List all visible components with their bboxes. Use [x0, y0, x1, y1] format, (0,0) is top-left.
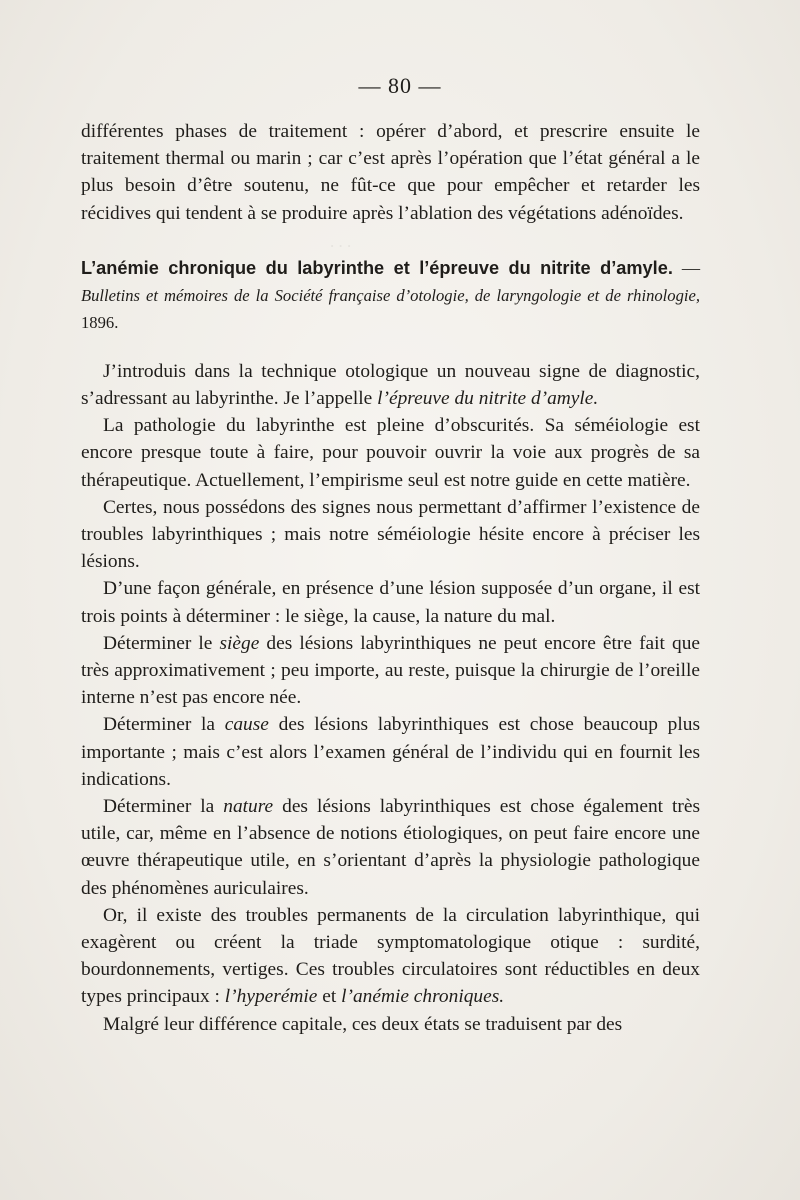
citation-year: 1896. — [81, 312, 119, 332]
paragraph: Malgré leur différence capitale, ces deux états se traduisent par des — [103, 1013, 623, 1035]
paragraph-continued: différentes phases de traitement : opérer d’abord, et prescrire ensuite le traitement thermal ou marin ; car c’est après l’opération que l’état général a le plus besoin d’être soutenu, ne fût-ce que pour empêcher et retarder les récidives qui tendent à se produire après l’ablation des végétations adénoïdes. — [81, 121, 700, 224]
paragraph — [81, 711, 700, 793]
paragraph-text: Or, il existe des troubles permanents de la circulation labyrinthique, qui exagèrent ou créent la triade symptomatologique otique : surdité, bourdonnements, vertiges. Ces troubles circulatoires sont réductibles en deux types principaux : — [81, 904, 700, 1008]
citation-source: Bulletins et mémoires de la Société française d’otologie, de laryngologie et de rhinologie, — [81, 285, 700, 305]
emphasis-text: siège — [219, 632, 260, 654]
paragraph-text: des lésions labyrinthiques est chose beaucoup plus importante ; mais c’est alors l’examen général de l’individu qui en fournit les indications. — [81, 714, 700, 790]
show-through-text: . . . — [330, 232, 352, 251]
section-title: L’anémie chronique du labyrinthe et l’épreuve du nitrite d’amyle. — [81, 257, 673, 278]
emphasis-text: cause — [224, 714, 269, 736]
paragraph — [81, 630, 700, 712]
emphasis-text: nature — [223, 796, 274, 818]
text-column — [81, 118, 700, 1038]
paragraph-text: Déterminer la — [103, 796, 224, 818]
paragraph-text: des lésions labyrinthiques est chose également très utile, car, même en l’absence de notions étiologiques, on peut faire encore une œuvre thérapeutique utile, en s’orientant d’après la physiologie pathologique des phénomènes auriculaires. — [81, 796, 700, 899]
paragraph — [81, 902, 700, 1011]
emphasis-text: l’anémie chroniques. — [341, 986, 505, 1008]
emphasis-text: l’hyperémie — [224, 986, 318, 1008]
paragraph: D’une façon générale, en présence d’une lésion supposée d’un organe, il est trois points à déterminer : le siège, la cause, la nature du mal. — [81, 578, 700, 627]
paragraph-text: des lésions labyrinthiques ne peut encore être fait que très approximativement ; peu importe, au reste, puisque la chirurgie de l’oreille interne n’est pas encore née. — [81, 632, 700, 709]
paragraph — [81, 793, 700, 902]
paragraph-text: Déterminer le — [103, 632, 220, 654]
paragraph-text: Déterminer la — [103, 714, 225, 736]
paragraph-text: et — [317, 986, 342, 1008]
paragraph — [81, 358, 700, 412]
page-number: — 80 — — [358, 73, 442, 98]
bibliographic-citation — [81, 286, 700, 332]
paragraph: La pathologie du labyrinthe est pleine d’obscurités. Sa séméiologie est encore presque toute à faire, pour pouvoir ouvrir la voie aux progrès de sa thérapeutique. Actuellement, l’empirisme seul est notre guide en cette matière. — [81, 415, 700, 491]
emphasis-text: l’épreuve du nitrite d’amyle. — [377, 388, 599, 410]
section-heading — [81, 255, 700, 336]
paragraph: Certes, nous possédons des signes nous permettant d’affirmer l’existence de troubles labyrinthiques ; mais notre séméiologie hésite encore à préciser les lésions. — [81, 496, 700, 573]
heading-dash: — — [672, 257, 701, 278]
paragraph-text: J’introduis dans la technique otologique un nouveau signe de diagnostic, s’adressant au labyrinthe. Je l’appelle — [81, 360, 700, 410]
spacer — [81, 336, 700, 358]
